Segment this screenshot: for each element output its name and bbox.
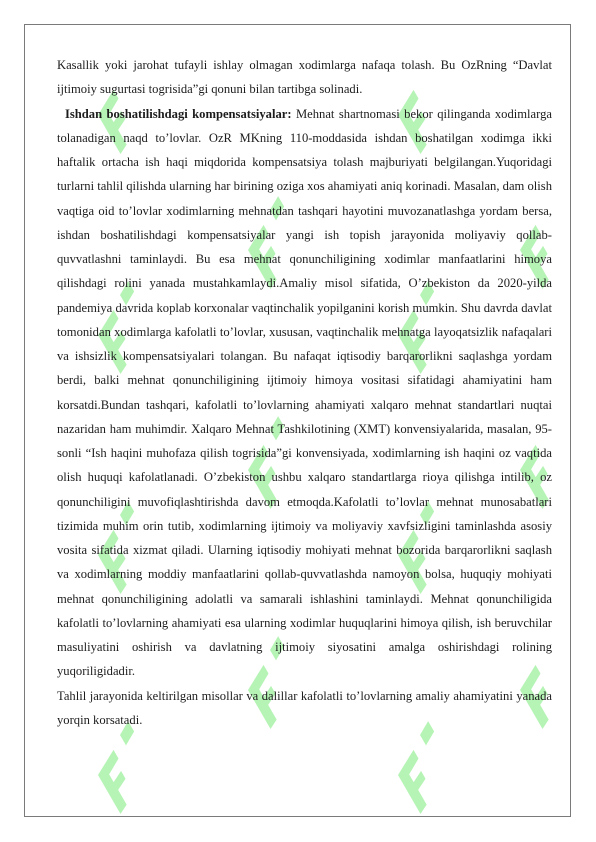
- severance-heading: Ishdan boshatilishdagi kompensatsiyalar:: [65, 106, 292, 121]
- paragraph-conclusion: Tahlil jarayonida keltirilgan misollar va dalillar kafolatli to’lovlarning amaliy ahamiyatini yanada yorqin korsatadi.: [57, 688, 552, 727]
- severance-body: Mehnat shartnomasi bekor qilinganda xodimlarga tolanadigan naqd to’lovlar. OzR MKning 110-moddasida ishdan boshatilgan xodimga ikki haftalik ortacha ish haqi miqdorida kompensatsiya tolash majburiyati belgilangan.Yuqoridagi turlarni tahlil qilishda ularning har birining oziga xos ahamiyati aniq korinadi. Masalan, dam olish vaqtiga oid to’lovlar xodimlarning mehnatdan tashqari hayotini muvozanatlashga yordam bersa, ishdan boshatilishdagi kompensatsiyalar yangi ish topish jarayonida moliyaviy qollab-quvvatlashni taminlaydi. Bu esa mehnat qonunchiligining xodimlar manfaatlarini himoya qilishdagi rolini yanada mustahkamlaydi.Amaliy misol sifatida, O’zbekiston da 2020-yilda pandemiya davrida koplab korxonalar vaqtinchalik yopilganini korish mumkin. Shu davrda davlat tomonidan xodimlarga kafolatli to’lovlar, xususan, vaqtinchalik mehnatga layoqatsizlik nafaqalari va ishsizlik kompensatsiyalari tolangan. Bu nafaqat iqtisodiy barqarorlikni saqlashga yordam berdi, balki mehnat qonunchiligining ijtimoiy himoya vositasi sifatidagi ahamiyatini ham korsatdi.Bundan tashqari, kafolatli to’lovlarning ahamiyati xalqaro mehnat standartlari nuqtai nazaridan ham muhimdir. Xalqaro Mehnat Tashkilotining (XMT) konvensiyalarida, masalan, 95-sonli “Ish haqini muhofaza qilish togrisida”gi konvensiyada, xodimlarning ish haqini oz vaqtida olish huquqi kafolatlanadi. O’zbekiston ushbu xalqaro standartlarga rioya qilishga intilib, oz qonunchiligini muvofiqlashtirishda davom etmoqda.Kafolatli to’lovlar mehnat munosabatlari tizimida muhim orin tutib, xodimlarning ijtimoiy va moliyaviy xavfsizligini taminlashda asosiy vosita sifatida xizmat qiladi. Ularning iqtisodiy mohiyati mehnat bozorida barqarorlikni saqlash va xodimlarning moddiy manfaatlarini qollab-quvvatlashda namoyon bolsa, huquqiy mohiyati mehnat qonunchiligining adolatli va samarali ishlashini taminlaydi. Mehnat qonunchiligida kafolatli to’lovlarning ahamiyati esa ularning xodimlar huquqlarini himoya qilish, ish beruvchilar masuliyatini oshirish va davlatning ijtimoiy siyosatini amalga oshirishdagi rolining yuqoriligidadir.: [57, 106, 552, 679]
- paragraph-sick-leave: Kasallik yoki jarohat tufayli ishlay olmagan xodimlarga nafaqa tolash. Bu OzRning “Davlat ijtimoiy sugurtasi togrisida”gi qonuni bilan tartibga solinadi.: [57, 58, 552, 97]
- paragraph-severance: [57, 102, 552, 684]
- document-body: [57, 53, 552, 732]
